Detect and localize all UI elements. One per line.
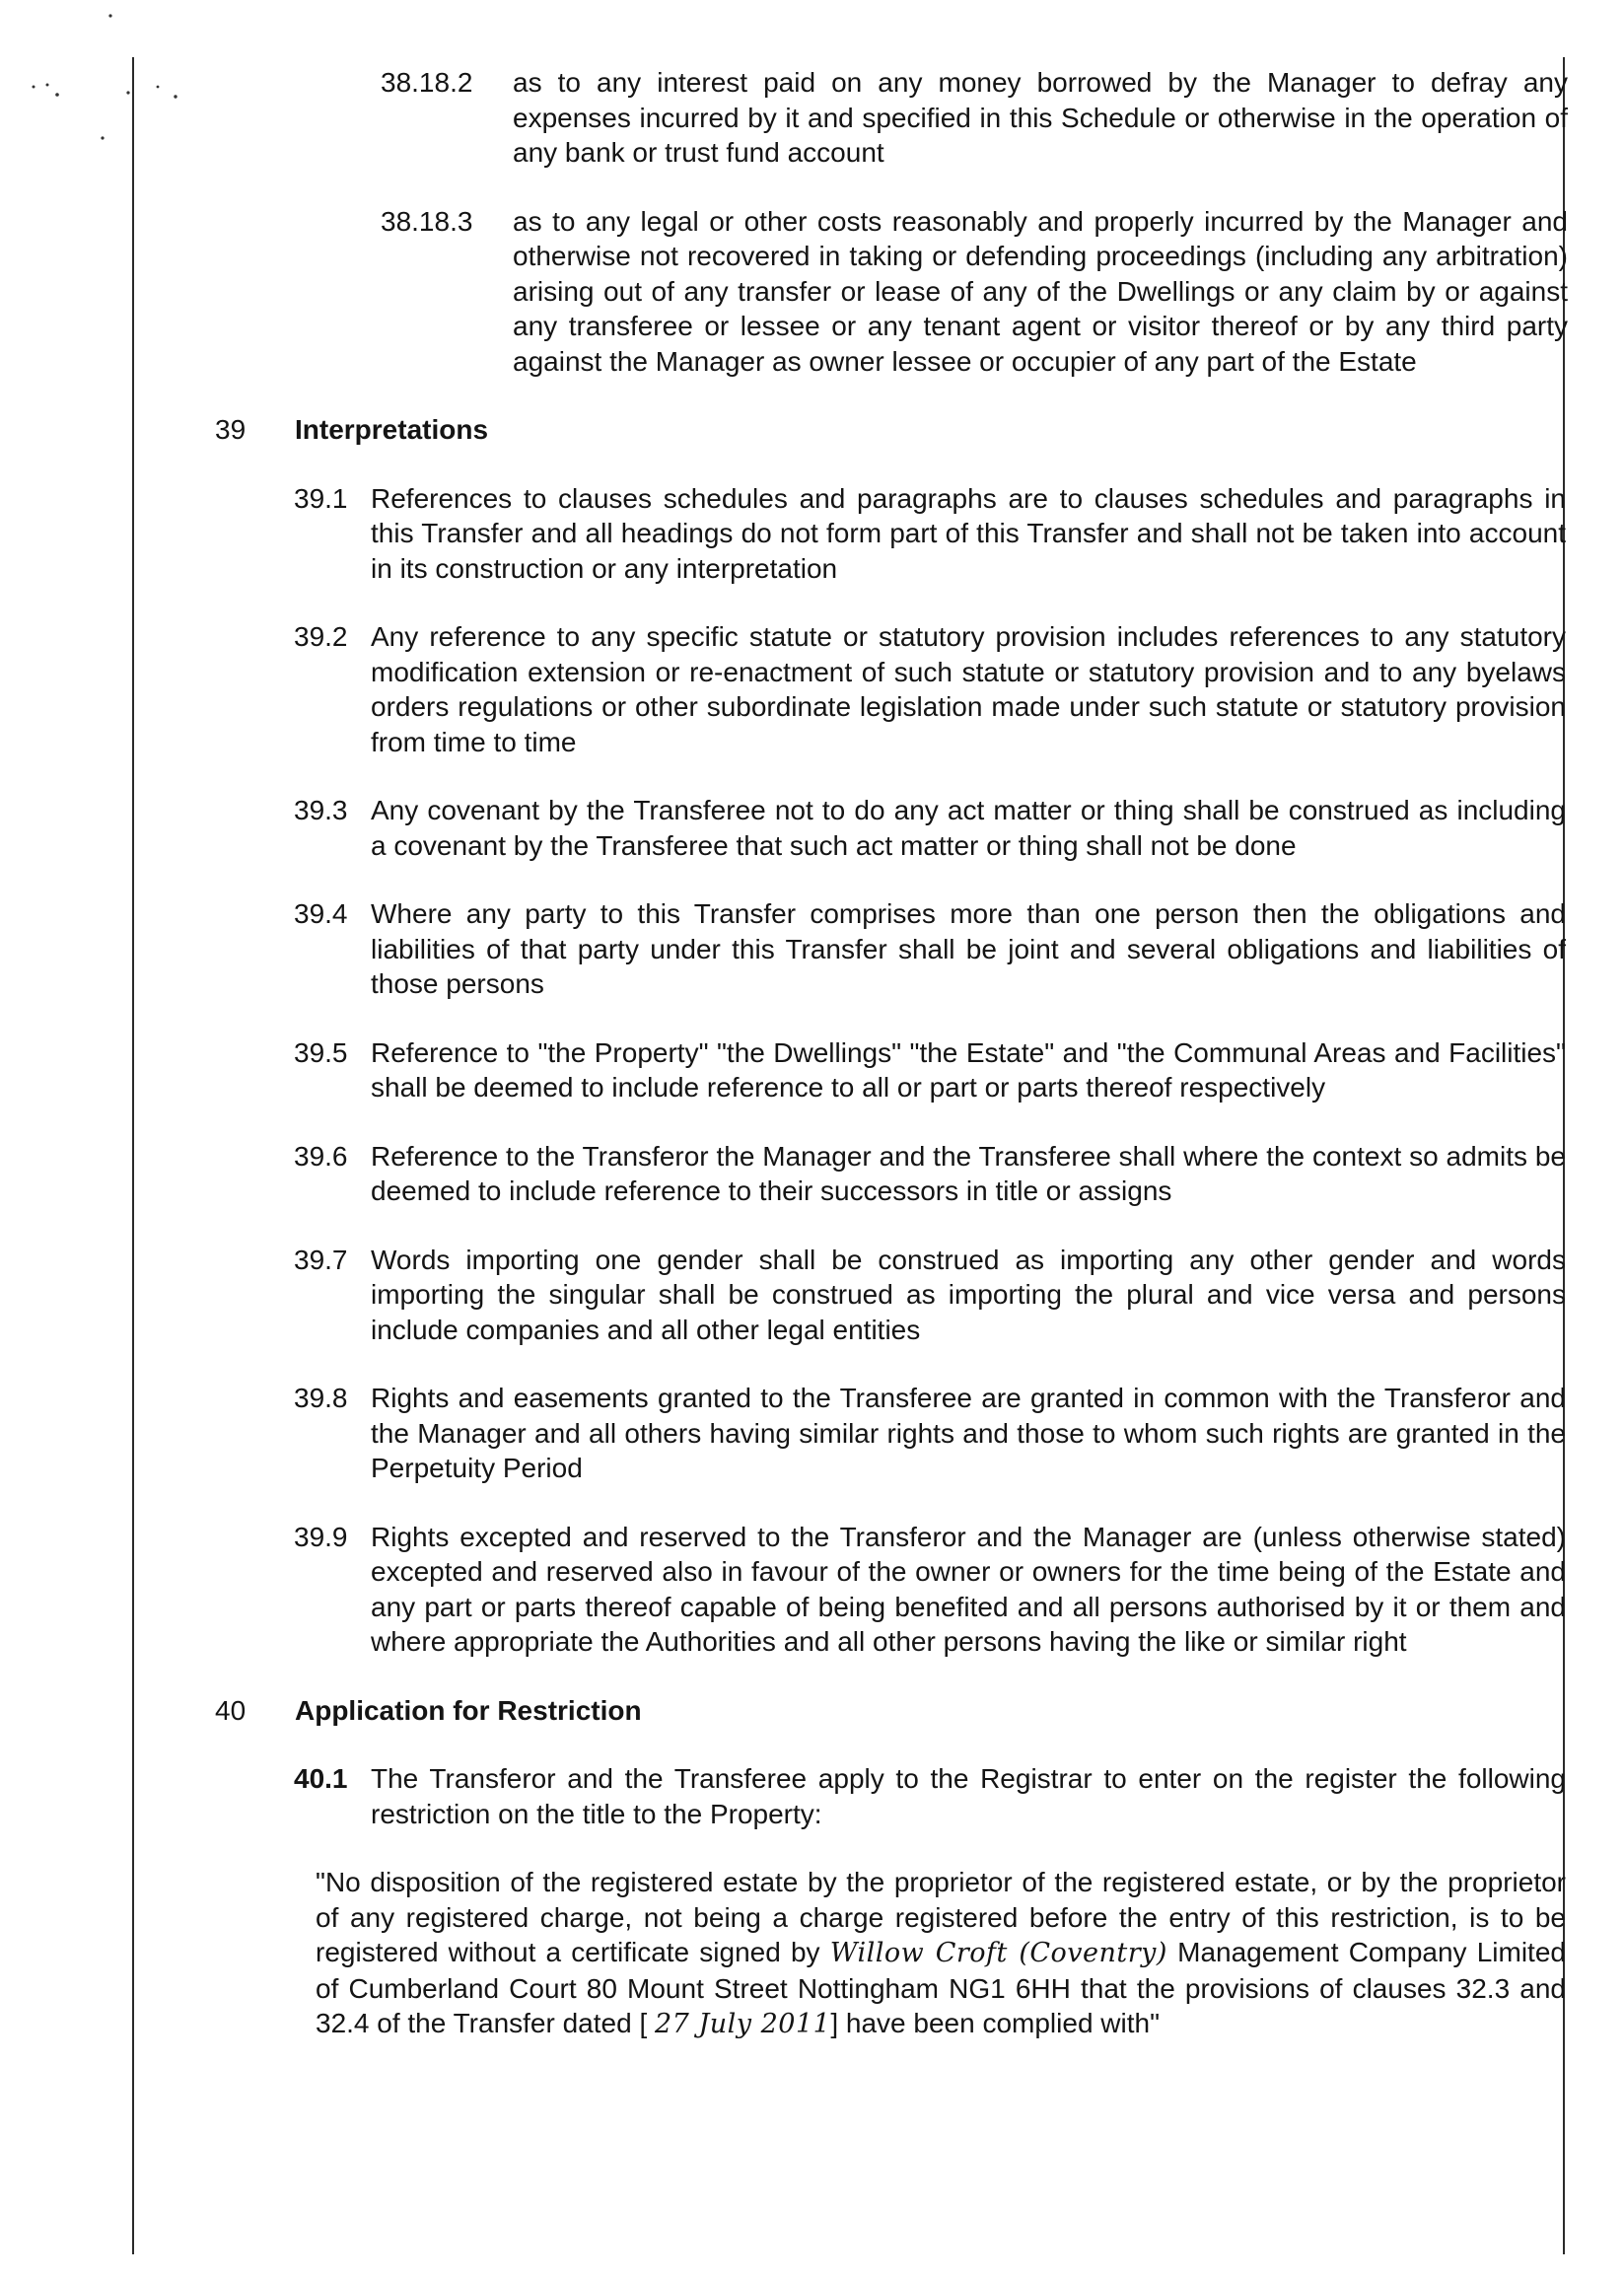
clause-number: 38.18.2	[381, 67, 473, 98]
clause-text: Rights and easements granted to the Transferee are granted in common with the Transferor and the Manager and all others having similar rights and those to whom such rights are granted in the Perpetuity Period	[371, 1383, 1566, 1483]
clause-number: 39.3	[294, 795, 348, 825]
clause-39-4	[0, 896, 1624, 1002]
restriction-part-2: Management Company Limited of Cumberland Court 80 Mount Street Nottingham NG1 6HH that the provisions of clauses 32.3 and 32.4 of the Transfer dated [	[316, 1937, 1566, 2038]
clause-text: as to any interest paid on any money borrowed by the Manager to defray any expenses incurred by it and specified in this Schedule or otherwise in the operation of any bank or trust fund account	[513, 67, 1568, 168]
clause-number: 39.2	[294, 621, 348, 652]
clause-39-1	[0, 481, 1624, 587]
restriction-part-3: ] have been complied with"	[830, 2008, 1161, 2038]
clause-number: 39.7	[294, 1244, 348, 1275]
clause-text: Reference to "the Property" "the Dwellings" "the Estate" and "the Communal Areas and Facilities" shall be deemed to include reference to all or part or parts thereof respectively	[371, 1036, 1566, 1103]
clause-text: Words importing one gender shall be construed as importing any other gender and words importing the singular shall be construed as importing the plural and vice versa and persons include companies and all other legal entities	[371, 1244, 1566, 1345]
clause-39-6	[0, 1139, 1624, 1209]
clause-40-1	[0, 1761, 1624, 1831]
clause-39-7	[0, 1243, 1624, 1348]
clause-number: 38.18.3	[381, 205, 473, 237]
heading-number: 39	[215, 414, 247, 445]
heading-title: Interpretations	[295, 414, 489, 445]
clause-text: Where any party to this Transfer comprises more than one person then the obligations and liabilities of that party under this Transfer shall be joint and several obligations and liabilities of those persons	[371, 898, 1566, 999]
clause-number: 39.8	[294, 1383, 348, 1413]
clause-number: 40.1	[294, 1763, 348, 1794]
clause-38-18-2	[0, 65, 1624, 171]
clause-number: 39.9	[294, 1521, 348, 1552]
clause-39-9	[0, 1520, 1624, 1660]
restriction-part-1: "No disposition of the registered estate by the proprietor of the registered estate, or by the proprietor of any registered charge, not being a charge registered before the entry of this restriction, is to be registered without a certificate signed by	[316, 1867, 1566, 1967]
clause-number: 39.4	[294, 898, 348, 929]
clause-39-8	[0, 1381, 1624, 1486]
handwritten-date: 27 July 2011	[655, 2009, 831, 2039]
clause-39-2	[0, 619, 1624, 759]
clause-number: 39.5	[294, 1036, 348, 1068]
clause-text: The Transferor and the Transferee apply to the Registrar to enter on the register the following restriction on the title to the Property:	[371, 1763, 1566, 1829]
document-body	[0, 65, 1624, 2042]
clause-text: Rights excepted and reserved to the Transferor and the Manager are (unless otherwise stated) excepted and reserved also in favour of the owner or owners for the time being of the Estate and any part or parts thereof capable of being benefited and all persons authorised by it or them and where appropriate the Authorities and all other persons having the like or similar right	[371, 1521, 1566, 1657]
clause-number: 39.6	[294, 1140, 348, 1172]
clause-39-heading	[0, 412, 1624, 448]
clause-number: 39.1	[294, 482, 348, 514]
clause-39-3	[0, 793, 1624, 863]
clause-text: as to any legal or other costs reasonably and properly incurred by the Manager and otherwise not recovered in taking or defending proceedings (including any arbitration) arising out of any transfer or lease of any of the Dwellings or any claim by or against any transferee or lessee or any tenant agent or visitor thereof or by any third party against the Manager as owner lessee or occupier of any part of the Estate	[513, 205, 1568, 377]
clause-text: Any reference to any specific statute or statutory provision includes references to any statutory modification extension or re-enactment of such statute or statutory provision and to any byelaws orders regulations or other subordinate legislation made under such statute or statutory provision from time to time	[371, 621, 1566, 757]
handwritten-company-name: Willow Croft (Coventry)	[829, 1938, 1167, 1968]
clause-39-5	[0, 1035, 1624, 1105]
heading-number: 40	[215, 1694, 247, 1726]
clause-40-heading	[0, 1693, 1624, 1729]
clause-text: Any covenant by the Transferee not to do any act matter or thing shall be construed as including a covenant by the Transferee that such act matter or thing shall not be done	[371, 795, 1566, 861]
clause-text: Reference to the Transferor the Manager and the Transferee shall where the context so admits be deemed to include reference to their successors in title or assigns	[371, 1140, 1566, 1206]
clause-text: References to clauses schedules and paragraphs are to clauses schedules and paragraphs in this Transfer and all headings do not form part of this Transfer and shall not be taken into account in its construction or any interpretation	[371, 482, 1566, 584]
clause-38-18-3	[0, 204, 1624, 380]
restriction-text	[316, 1865, 1566, 2042]
heading-title: Application for Restriction	[295, 1694, 642, 1726]
